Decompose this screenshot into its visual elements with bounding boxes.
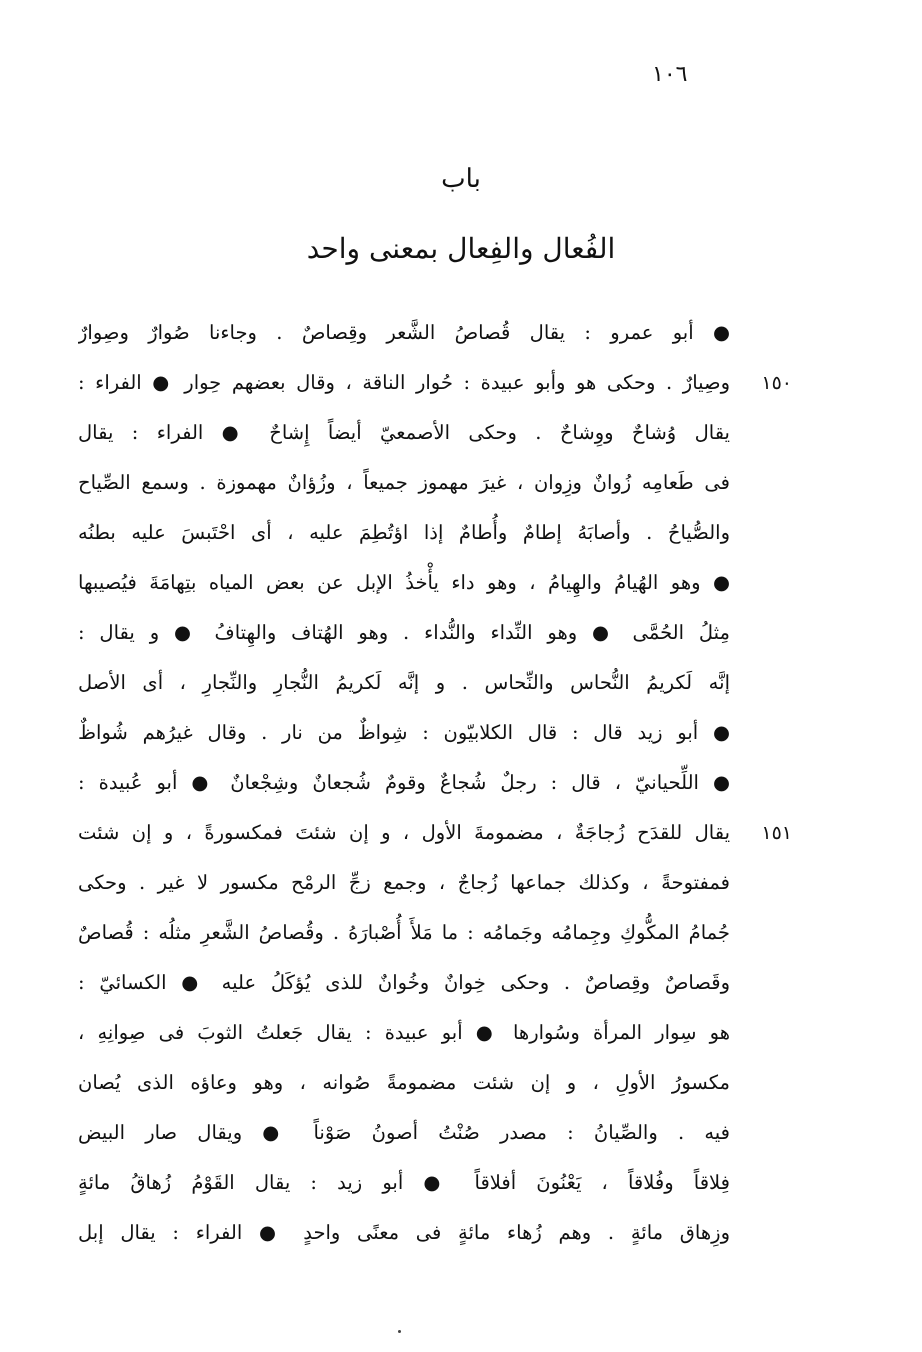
text-line: فيه . والصِّيانُ : مصدر صُنْتُ أصونُ صَوْناً ● ويقال صار البيض (78, 1121, 730, 1144)
text-line: جُمامُ المكُّوكِ وجِمامُه وجَمامُه : ما مَلأَ أُصْبارَهُ . وقُصاصُ الشَّعرِ مثلُه : قُصاصٌ (78, 921, 730, 944)
text-line: إنَّه لَكريمُ النُّحاس والنِّحاس . و إنَّه لَكريمُ النُّجارِ والنِّجارِ ، أى الأصل (78, 671, 730, 694)
text-line: والصُّياحُ . وأصابَهُ إطامٌ وأُطامٌ إذا اؤتُطِمَ عليه ، أى احْتَبسَ عليه بطنُه (78, 521, 730, 544)
bottom-dot (398, 1330, 401, 1333)
text-line: وصِيارٌ . وحكى هو وأبو عبيدة : حُوار الناقة ، وقال بعضهم حِوار ● الفراء : (78, 371, 730, 394)
text-line: فِلاقاً وفُلاقاً ، يَعْنُونَ أفلاقاً ● أبو زيد : يقال القَوْمُ زُهاقُ مائةٍ (78, 1171, 730, 1194)
text-line: ● وهو الهُيامُ والهِيامُ ، وهو داء يأْخذُ الإبل عن بعض المياه بتِهامَةَ فيُصيبها (78, 571, 730, 594)
text-line: وزِهاق مائةٍ . وهم زُهاء مائةٍ فى معنًى واحدٍ ● الفراء : يقال إبل (78, 1221, 730, 1244)
text-line: مكسورُ الأولِ ، و إن شئت مضمومةً صُوانه ، وهو وعاؤه الذى يُصان (78, 1071, 730, 1094)
text-line: يقال وُشاحٌ ووِشاحٌ . وحكى الأصمعيّ أيضاً إِشاحٌ ● الفراء : يقال (78, 421, 730, 444)
body-text (78, 308, 730, 1258)
text-line: فى طَعامِه زُوانٌ وزِوان ، غيرَ مهموز جميعاً ، وزُؤانٌ مهموزة . وسمع الصِّياح (78, 471, 730, 494)
text-line: ● اللِّحيانيّ ، قال : رجلٌ شُجاعٌ وقومٌ شُجعانٌ وشِجْعانٌ ● أبو عُبيدة : (78, 771, 730, 794)
text-line: يقال للقدَح زُجاجَةٌ ، مضمومةَ الأول ، و إن شئتَ فمكسورةً ، و إن شئت (78, 821, 730, 844)
chapter-title: الفُعال والفِعال بمعنى واحد (306, 232, 616, 265)
text-line: مِثلُ الحُمَّى ● وهو النِّداء والنُّداء . وهو الهُتاف والهِتافُ ● و يقال : (78, 621, 730, 644)
text-line: فمفتوحةً ، وكذلك جماعها زُجاجٌ ، وجمع زجِّ الرمْح مكسور لا غير . وحكى (78, 871, 730, 894)
chapter-heading: باب (441, 164, 481, 194)
text-line: وقَصاصٌ وقِصاصٌ . وحكى خِوانٌ وخُوانٌ للذى يُؤكَلُ عليه ● الكسائيّ : (78, 971, 730, 994)
margin-number: ١٥٠ (761, 372, 792, 394)
text-line: ● أبو زيد قال : قال الكلابيّون : شِواظٌ من نار . وقال غيرُهم شُواظٌ (78, 721, 730, 744)
page-number: ١٠٦ (652, 62, 688, 87)
text-line: هو سِوار المرأة وسُوارها ● أبو عبيدة : يقال جَعلتُ الثوبَ فى صِوانِهِ ، (78, 1021, 730, 1044)
margin-number: ١٥١ (761, 822, 792, 844)
text-line: ● أبو عمرو : يقال قُصاصُ الشَّعر وقِصاصٌ . وجاءنا صُوارٌ وصِوارٌ (78, 321, 730, 344)
